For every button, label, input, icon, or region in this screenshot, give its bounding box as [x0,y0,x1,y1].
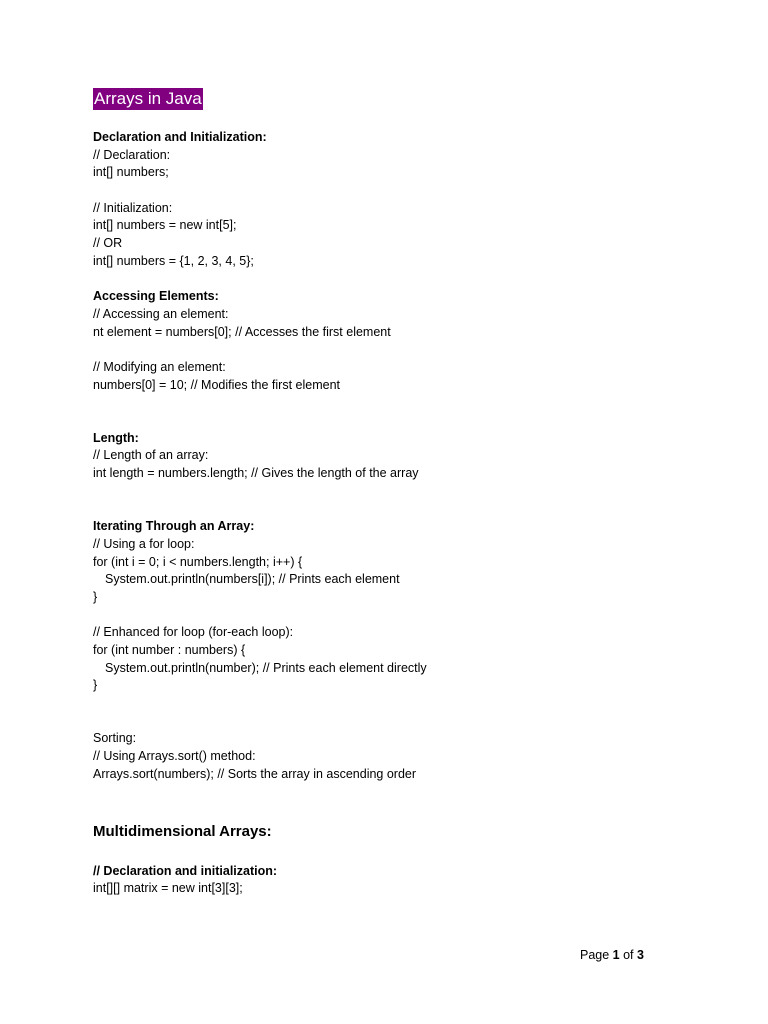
page-number [580,947,644,964]
spacer [93,412,733,430]
code-line: // Accessing an element: [93,306,229,321]
page-prefix: Page [580,948,613,962]
code-line: numbers[0] = 10; // Modifies the first element [93,377,340,392]
spacer [93,713,733,731]
code-line: int[] numbers = new int[5]; [93,218,237,233]
spacer [93,695,733,713]
section-heading-declaration: Declaration and Initialization: [93,130,267,144]
spacer [93,271,733,289]
code-subheading: // Declaration and initialization: [93,863,278,878]
code-line: // Using a for loop: [93,536,195,551]
code-line: int[] numbers; [93,165,169,180]
spacer [93,341,733,359]
code-line: // Declaration: [93,147,171,162]
code-line: // Modifying an element: [93,359,226,374]
page-of: of [619,948,637,962]
code-line: for (int number : numbers) { [93,642,246,657]
code-line: Arrays.sort(numbers); // Sorts the array in ascending order [93,766,417,781]
code-line: // Length of an array: [93,448,209,463]
total-pages: 3 [637,948,644,962]
spacer [93,500,733,518]
spacer [93,182,733,200]
code-line: for (int i = 0; i < numbers.length; i++) { [93,554,303,569]
code-line: // Using Arrays.sort() method: [93,749,256,764]
document-title: Arrays in Java [94,89,202,108]
document-body [93,129,733,898]
code-line: // Initialization: [93,200,173,215]
section-heading-sorting: Sorting: [93,731,137,746]
spacer [93,607,733,625]
current-page: 1 [612,948,620,962]
code-line: // Enhanced for loop (for-each loop): [93,625,294,640]
code-line: nt element = numbers[0]; // Accesses the first element [93,324,391,339]
code-line: } [93,589,98,604]
code-line: int[] numbers = {1, 2, 3, 4, 5}; [93,253,254,268]
spacer [93,845,733,863]
spacer [93,783,733,801]
code-line: // OR [93,236,123,251]
spacer [93,483,733,501]
section-heading-accessing: Accessing Elements: [93,289,219,304]
code-line: System.out.println(number); // Prints each element directly [105,660,427,675]
code-line: System.out.println(numbers[i]); // Prints each element [105,572,400,587]
section-heading-length: Length: [93,430,139,445]
section-heading-multidimensional: Multidimensional Arrays: [93,822,272,840]
code-line: int length = numbers.length; // Gives the length of the array [93,466,419,481]
code-line: int[][] matrix = new int[3][3]; [93,881,243,896]
section-heading-iterating: Iterating Through an Array: [93,519,255,534]
code-line: } [93,678,98,693]
spacer [93,394,733,412]
spacer [93,801,733,819]
